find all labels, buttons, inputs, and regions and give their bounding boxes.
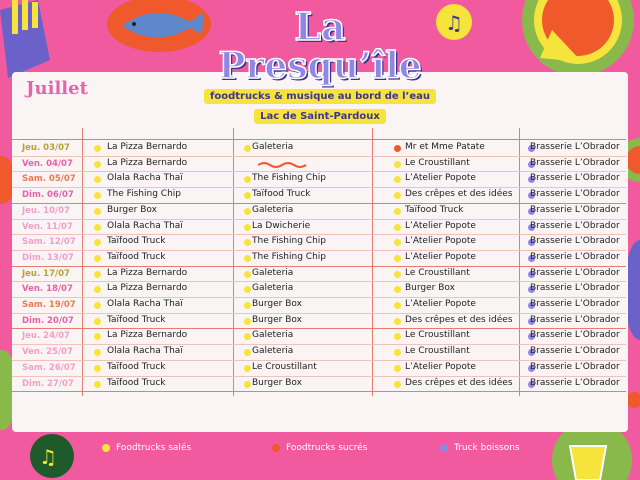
savory-dot <box>244 176 251 183</box>
legend-item-sweet <box>272 443 367 453</box>
cell-truck-1: Taïfood Truck <box>107 314 166 325</box>
cell-truck-2: Galeteria <box>252 267 294 278</box>
cell-truck-3: Des crêpes et des idées <box>405 314 513 325</box>
cell-truck-2: Galeteria <box>252 346 294 357</box>
cell-truck-2: Taïfood Truck <box>252 189 311 200</box>
day-label: Dim. 27/07 <box>22 378 74 389</box>
schedule-row <box>12 377 626 392</box>
day-label: Jeu. 17/07 <box>22 268 70 279</box>
cell-truck-3: Le Croustillant <box>405 157 470 168</box>
schedule-row <box>12 329 626 344</box>
day-label: Dim. 13/07 <box>22 252 74 263</box>
cell-truck-1: Olala Racha Thaï <box>107 346 183 357</box>
schedule-row <box>12 235 626 250</box>
savory-dot <box>244 318 251 325</box>
row-divider <box>12 139 626 140</box>
cell-truck-2: The Fishing Chip <box>252 236 326 247</box>
savory-dot <box>394 318 401 325</box>
cell-truck-1: Burger Box <box>107 204 157 215</box>
cell-truck-3: Le Croustillant <box>405 346 470 357</box>
savory-dot <box>244 224 251 231</box>
title-line-1: La <box>294 4 346 49</box>
cell-truck-1: Olala Racha Thaï <box>107 173 183 184</box>
cell-drinks: Brasserie L’Obrador <box>530 330 620 341</box>
schedule-row <box>12 361 626 376</box>
savory-dot <box>94 224 101 231</box>
cell-truck-2: Galeteria <box>252 142 294 152</box>
day-label: Dim. 20/07 <box>22 315 74 326</box>
cell-drinks: Brasserie L’Obrador <box>530 220 620 231</box>
cell-drinks: Brasserie L’Obrador <box>530 142 620 152</box>
savory-dot <box>94 176 101 183</box>
day-label: Sam. 19/07 <box>22 300 76 310</box>
schedule-row <box>12 282 626 297</box>
day-label: Ven. 25/07 <box>22 347 73 358</box>
day-label: Jeu. 03/07 <box>22 143 70 153</box>
cell-truck-2: Galeteria <box>252 283 294 294</box>
savory-dot <box>394 302 401 309</box>
subtitle-line-1: foodtrucks & musique au bord de l’eau <box>204 89 436 104</box>
day-label: Sam. 26/07 <box>22 362 76 373</box>
cell-drinks: Brasserie L’Obrador <box>530 251 620 262</box>
savory-dot <box>244 145 251 152</box>
cell-truck-3: L’Atelier Popote <box>405 361 476 372</box>
savory-dot <box>394 224 401 231</box>
savory-dot <box>244 286 251 293</box>
schedule-row <box>12 188 626 203</box>
title-line-2: Presqu’île <box>218 45 422 87</box>
cell-truck-2: Burger Box <box>252 314 302 325</box>
cell-truck-1: Olala Racha Thaï <box>107 299 183 309</box>
savory-dot <box>94 333 101 340</box>
day-label: Sam. 12/07 <box>22 237 76 248</box>
cell-truck-3: L’Atelier Popote <box>405 251 476 262</box>
legend-dot <box>102 444 110 452</box>
cell-truck-1: Olala Racha Thaï <box>107 220 183 231</box>
savory-dot <box>394 286 401 293</box>
month-title: Juillet <box>26 78 88 99</box>
cell-truck-1: La Pizza Bernardo <box>107 142 188 152</box>
savory-dot <box>94 255 101 262</box>
svg-text:♫: ♫ <box>39 445 57 469</box>
row-divider <box>12 391 626 392</box>
cell-truck-2: The Fishing Chip <box>252 173 326 184</box>
cell-truck-3: Taïfood Truck <box>405 204 464 215</box>
savory-dot <box>394 208 401 215</box>
savory-dot <box>94 286 101 293</box>
legend-label: Truck boissons <box>454 443 520 453</box>
savory-dot <box>394 349 401 356</box>
savory-dot <box>394 381 401 388</box>
fish-plate-illustration <box>104 0 214 60</box>
cell-truck-3: Des crêpes et des idées <box>405 189 513 200</box>
day-label: Jeu. 24/07 <box>22 331 70 342</box>
day-label: Jeu. 10/07 <box>22 205 70 216</box>
cell-truck-2: The Fishing Chip <box>252 251 326 262</box>
schedule-row <box>12 220 626 235</box>
savory-dot <box>394 271 401 278</box>
cell-drinks: Brasserie L’Obrador <box>530 361 620 372</box>
legend-item-savory <box>102 443 191 453</box>
cell-truck-3: L’Atelier Popote <box>405 173 476 184</box>
cell-truck-3: L’Atelier Popote <box>405 220 476 231</box>
legend-dot <box>272 444 280 452</box>
cell-truck-3: Burger Box <box>405 283 455 294</box>
cell-drinks: Brasserie L’Obrador <box>530 346 620 357</box>
savory-dot <box>94 318 101 325</box>
day-label: Dim. 06/07 <box>22 190 74 201</box>
cell-drinks: Brasserie L’Obrador <box>530 189 620 200</box>
savory-dot <box>94 192 101 199</box>
savory-dot <box>394 161 401 168</box>
cell-truck-3: Le Croustillant <box>405 330 470 341</box>
cell-truck-3: Des crêpes et des idées <box>405 377 513 388</box>
cell-truck-2: Galeteria <box>252 330 294 341</box>
cell-truck-3: Mr et Mme Patate <box>405 142 485 152</box>
savory-dot <box>94 349 101 356</box>
savory-dot <box>244 302 251 309</box>
svg-text:♫: ♫ <box>445 11 463 35</box>
schedule-row <box>12 251 626 266</box>
savory-dot <box>244 333 251 340</box>
savory-dot <box>94 239 101 246</box>
savory-dot <box>394 192 401 199</box>
cell-drinks: Brasserie L’Obrador <box>530 236 620 247</box>
cell-drinks: Brasserie L’Obrador <box>530 157 620 168</box>
header <box>200 4 440 124</box>
day-label: Sam. 05/07 <box>22 174 76 185</box>
music-record-icon <box>28 432 76 480</box>
savory-dot <box>394 255 401 262</box>
schedule-row <box>12 172 626 187</box>
savory-dot <box>394 333 401 340</box>
cell-truck-2: Burger Box <box>252 299 302 309</box>
day-label: Ven. 04/07 <box>22 158 73 169</box>
savory-dot <box>244 271 251 278</box>
cell-drinks: Brasserie L’Obrador <box>530 267 620 278</box>
crossed-out-scribble <box>258 161 308 169</box>
savory-dot <box>244 192 251 199</box>
legend-label: Foodtrucks sucrés <box>286 443 368 453</box>
savory-dot <box>94 381 101 388</box>
savory-dot <box>394 239 401 246</box>
cell-truck-3: L’Atelier Popote <box>405 299 476 309</box>
cell-truck-3: Le Croustillant <box>405 267 470 278</box>
savory-dot <box>94 302 101 309</box>
legend-dot <box>440 444 448 452</box>
savory-dot <box>94 365 101 372</box>
savory-dot <box>244 255 251 262</box>
cell-truck-1: Taïfood Truck <box>107 361 166 372</box>
music-notes-icon <box>434 2 474 42</box>
cell-truck-1: La Pizza Bernardo <box>107 283 188 294</box>
subtitle-line-2: Lac de Saint-Pardoux <box>254 109 386 124</box>
schedule-row <box>12 141 626 156</box>
savory-dot <box>244 208 251 215</box>
sweet-dot <box>394 145 401 152</box>
cell-drinks: Brasserie L’Obrador <box>530 283 620 294</box>
cell-drinks: Brasserie L’Obrador <box>530 173 620 184</box>
cell-drinks: Brasserie L’Obrador <box>530 299 620 309</box>
cell-drinks: Brasserie L’Obrador <box>530 204 620 215</box>
cell-truck-2: La Dwicherie <box>252 220 311 231</box>
savory-dot <box>244 381 251 388</box>
savory-dot <box>94 145 101 152</box>
schedule-row <box>12 157 626 172</box>
savory-dot <box>244 365 251 372</box>
cell-drinks: Brasserie L’Obrador <box>530 377 620 388</box>
cell-truck-2: Burger Box <box>252 377 302 388</box>
cell-truck-2: Le Croustillant <box>252 361 317 372</box>
cell-truck-1: Taïfood Truck <box>107 377 166 388</box>
schedule-row <box>12 267 626 282</box>
cell-truck-1: La Pizza Bernardo <box>107 330 188 341</box>
savory-dot <box>244 239 251 246</box>
cell-truck-1: La Pizza Bernardo <box>107 267 188 278</box>
savory-dot <box>244 349 251 356</box>
savory-dot <box>394 365 401 372</box>
cell-truck-1: Taïfood Truck <box>107 236 166 247</box>
cell-drinks: Brasserie L’Obrador <box>530 314 620 325</box>
cell-truck-2: Galeteria <box>252 204 294 215</box>
schedule-row <box>12 345 626 360</box>
savory-dot <box>94 161 101 168</box>
cell-truck-3: L’Atelier Popote <box>405 236 476 247</box>
legend-item-drinks <box>440 443 520 453</box>
cell-truck-1: Taïfood Truck <box>107 251 166 262</box>
cell-truck-1: La Pizza Bernardo <box>107 157 188 168</box>
legend-label: Foodtrucks salés <box>116 443 192 453</box>
schedule-row <box>12 314 626 329</box>
savory-dot <box>94 271 101 278</box>
savory-dot <box>94 208 101 215</box>
pizza-plate-illustration <box>512 0 640 80</box>
savory-dot <box>394 176 401 183</box>
cell-truck-1: The Fishing Chip <box>107 189 181 200</box>
day-label: Ven. 11/07 <box>22 221 73 232</box>
day-label: Ven. 18/07 <box>22 284 73 295</box>
schedule-row <box>12 204 626 219</box>
schedule-row <box>12 298 626 313</box>
